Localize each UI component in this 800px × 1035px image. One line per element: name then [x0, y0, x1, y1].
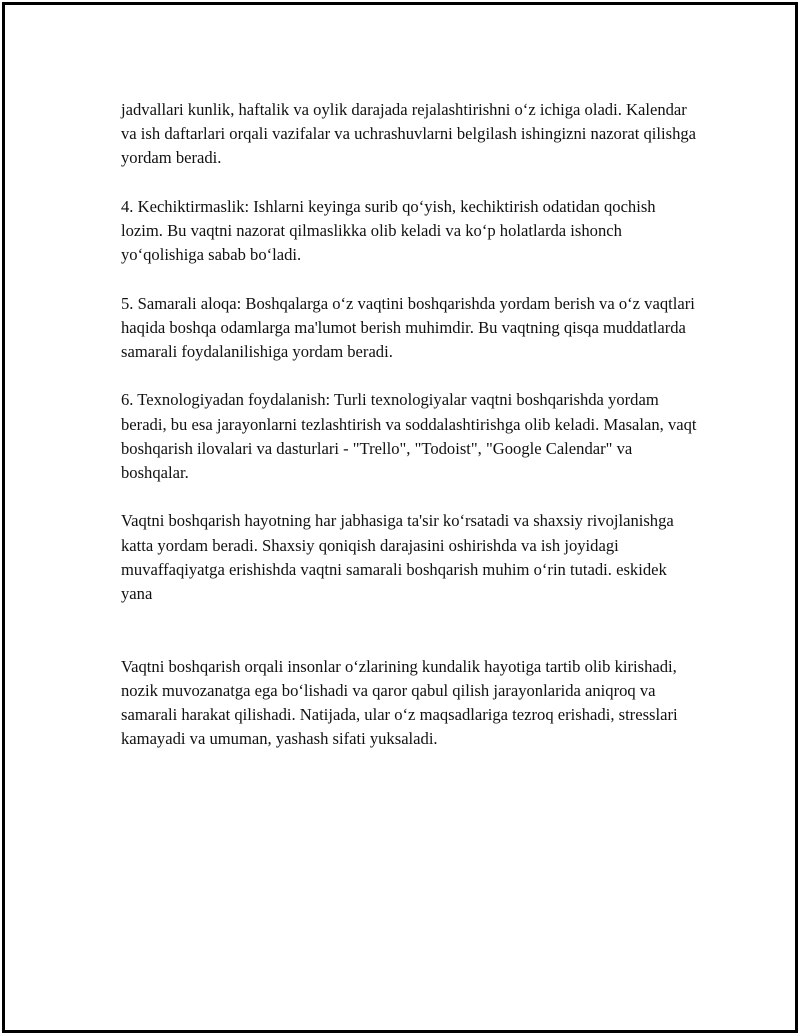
paragraph-conclusion: Vaqtni boshqarish orqali insonlar o‘zlarining kundalik hayotiga tartib olib kirishadi, nozik muvozanatga ega bo‘lishadi va qaror qabul qilish jarayonlarida aniqroq va samarali harakat qilishadi. Natijada, ular o‘z maqsadlariga tezroq erishadi, stresslari kamayadi va umuman, yashash sifati yuksaladi. [121, 656, 678, 749]
paragraph-spacer [121, 364, 701, 388]
paragraph-impact: Vaqtni boshqarish hayotning har jabhasiga ta'sir ko‘rsatadi va shaxsiy rivojlanishga katta yordam beradi. Shaxsiy qoniqish darajasini oshirishda va ish joyidagi muvaffaqiyatga erishishda vaqtni samarali boshqarish muhim o‘rin tutadi. eskidek yana [121, 511, 674, 603]
paragraph-planning-continuation: jadvallari kunlik, haftalik va oylik darajada rejalashtirishni o‘z ichiga oladi. Kalendar va ish daftarlari orqali vazifalar va uchrashuvlarni belgilash ishingizni nazorat qilishga yordam beradi. [121, 100, 697, 168]
paragraph-spacer [121, 485, 701, 509]
paragraph-technology: 6. Texnologiyadan foydalanish: Turli texnologiyalar vaqtni boshqarishda yordam beradi, bu esa jarayonlarni tezlashtirish va soddalashtirishga olib keladi. Masalan, vaqt boshqarish ilovalari va dasturlari - "Trello", "Todoist", "Google Calendar" va boshqalar. [121, 390, 697, 482]
paragraph-communication: 5. Samarali aloqa: Boshqalarga o‘z vaqtini boshqarishda yordam berish va o‘z vaqtlari haqida boshqa odamlarga ma'lumot berish muhimdir. Bu vaqtning qisqa muddatlarda samarali foydalanilishiga yordam beradi. [121, 293, 695, 361]
paragraph-spacer [121, 267, 701, 291]
paragraph-procrastination: 4. Kechiktirmaslik: Ishlarni keyinga surib qo‘yish, kechiktirish odatidan qochish lozim. Bu vaqtni nazorat qilmaslikka olib keladi va ko‘p holatlarda ishonch yo‘qolishiga sabab bo‘ladi. [121, 196, 656, 265]
document-page [2, 2, 798, 1033]
document-body [121, 98, 701, 751]
paragraph-spacer [121, 606, 701, 654]
paragraph-spacer [121, 171, 701, 195]
